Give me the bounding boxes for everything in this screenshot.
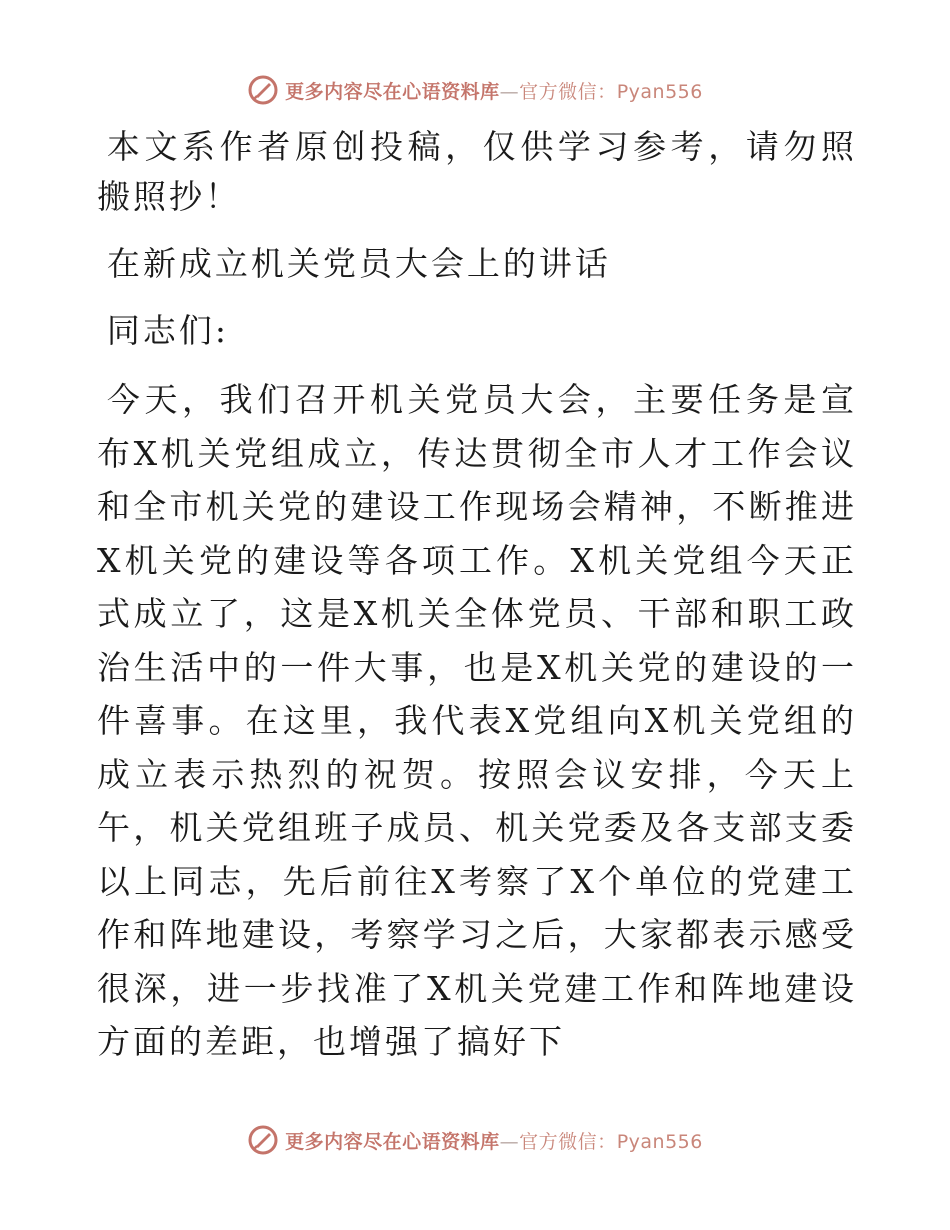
watermark-dash: —	[499, 1130, 520, 1153]
speech-title: 在新成立机关党员大会上的讲话	[106, 244, 611, 283]
watermark-label: 官方微信：	[519, 1130, 617, 1153]
watermark-handle: Pyan556	[616, 1130, 703, 1153]
salutation: 同志们:	[106, 311, 230, 350]
header-watermark	[0, 68, 950, 112]
watermark-brand: 更多内容尽在心语资料库	[285, 80, 500, 103]
quill-pen-logo-icon	[247, 1124, 279, 1156]
document-body	[97, 122, 857, 1069]
quill-pen-logo-icon	[247, 74, 279, 106]
body-paragraph: 今天，我们召开机关党员大会，主要任务是宣布X机关党组成立，传达贯彻全市人才工作会议和全市机关党的建设工作现场会精神，不断推进X机关党的建设等各项工作。X机关党组今天正式成立了，这是X机关全体党员、干部和职工政治生活中的一件大事，也是X机关党的建设的一件喜事。在这里，我代表X党组向X机关党组的成立表示热烈的祝贺。按照会议安排，今天上午，机关党组班子成员、机关党委及各支部支委以上同志，先后前往X考察了X个单位的党建工作和阵地建设，考察学习之后，大家都表示感受很深，进一步找准了X机关党建工作和阵地建设方面的差距，也增强了搞好下	[97, 380, 857, 1061]
watermark-handle: Pyan556	[616, 80, 703, 103]
watermark-brand: 更多内容尽在心语资料库	[285, 1130, 500, 1153]
watermark-label: 官方微信：	[519, 80, 617, 103]
watermark-dash: —	[499, 80, 520, 103]
copyright-notice: 本文系作者原创投稿，仅供学习参考，请勿照搬照抄！	[97, 127, 857, 216]
watermark-text	[285, 1127, 703, 1154]
watermark-text	[285, 77, 703, 104]
footer-watermark	[0, 1118, 950, 1162]
